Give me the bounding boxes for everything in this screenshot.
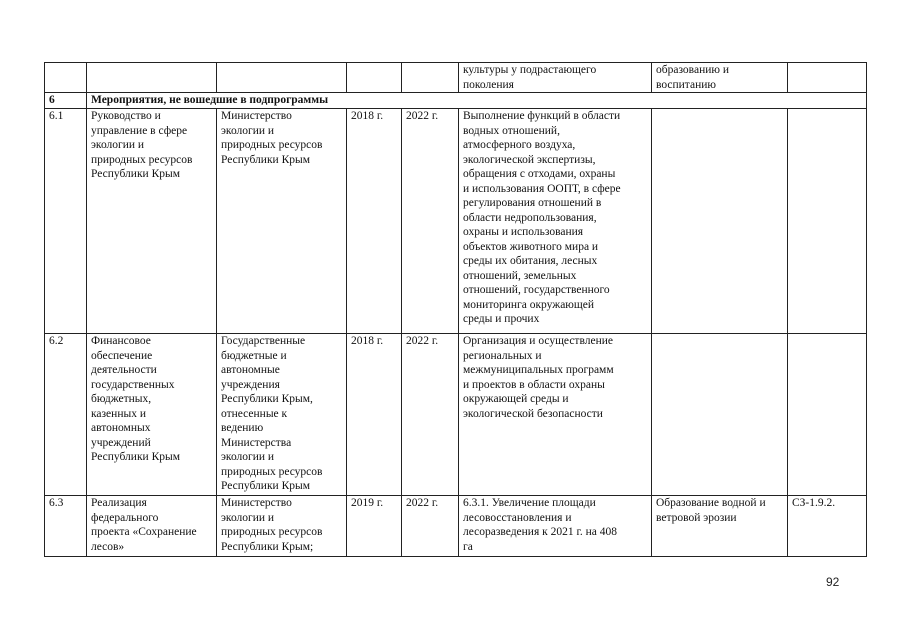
- cell-result: культуры у подрастающего поколения: [459, 63, 652, 93]
- cell-indicator: [788, 63, 867, 93]
- table-row: [45, 109, 867, 334]
- cell-num: 6.3: [45, 496, 87, 557]
- cell-result: Выполнение функций в области водных отношений, атмосферного воздуха, экологической экспертизы, обращения с отходами, охраны и использования ООПТ, в сфере регулирования отношений в области недропользования, охраны и использования объектов животного мира и среды их обитания, лесных отношений, земельных отношений, государственного мониторинга окружающей среды и прочих: [459, 109, 652, 334]
- cell-executor: Министерство экологии и природных ресурсов Республики Крым: [217, 109, 347, 334]
- cell-num: 6.1: [45, 109, 87, 334]
- cell-end: 2022 г.: [402, 109, 459, 334]
- cell-indicator: [788, 334, 867, 496]
- cell-consequences: образованию и воспитанию: [652, 63, 788, 93]
- cell-name: Финансовое обеспечение деятельности государственных бюджетных, казенных и автономных учреждений Республики Крым: [87, 334, 217, 496]
- cell-end: 2022 г.: [402, 496, 459, 557]
- page-number: 92: [826, 575, 840, 589]
- cell-consequences: [652, 334, 788, 496]
- cell-end: 2022 г.: [402, 334, 459, 496]
- cell-executor: Государственные бюджетные и автономные учреждения Республики Крым, отнесенные к ведению Министерства экологии и природных ресурсов Республики Крым: [217, 334, 347, 496]
- cell-consequences: [652, 109, 788, 334]
- cell-result: 6.3.1. Увеличение площади лесовосстановления и лесоразведения к 2021 г. на 408 га: [459, 496, 652, 557]
- cell-start: [347, 63, 402, 93]
- cell-start: 2019 г.: [347, 496, 402, 557]
- cell-executor: [217, 63, 347, 93]
- section-row: [45, 93, 867, 109]
- cell-start: 2018 г.: [347, 334, 402, 496]
- cell-start: 2018 г.: [347, 109, 402, 334]
- table-row: [45, 496, 867, 557]
- section-number: 6: [45, 93, 87, 109]
- section-title: Мероприятия, не вошедшие в подпрограммы: [87, 93, 867, 109]
- cell-indicator: СЗ-1.9.2.: [788, 496, 867, 557]
- cell-name: Реализация федерального проекта «Сохранение лесов»: [87, 496, 217, 557]
- cell-indicator: [788, 109, 867, 334]
- cell-executor: Министерство экологии и природных ресурсов Республики Крым;: [217, 496, 347, 557]
- cell-end: [402, 63, 459, 93]
- cell-num: 6.2: [45, 334, 87, 496]
- cell-consequences: Образование водной и ветровой эрозии: [652, 496, 788, 557]
- cell-name: [87, 63, 217, 93]
- cell-name: Руководство и управление в сфере экологии и природных ресурсов Республики Крым: [87, 109, 217, 334]
- cell-result: Организация и осуществление региональных и межмуниципальных программ и проектов в области охраны окружающей среды и экологической безопасности: [459, 334, 652, 496]
- program-table: [44, 62, 867, 557]
- table-row: [45, 334, 867, 496]
- cell-num: [45, 63, 87, 93]
- table-row-continued: [45, 63, 867, 93]
